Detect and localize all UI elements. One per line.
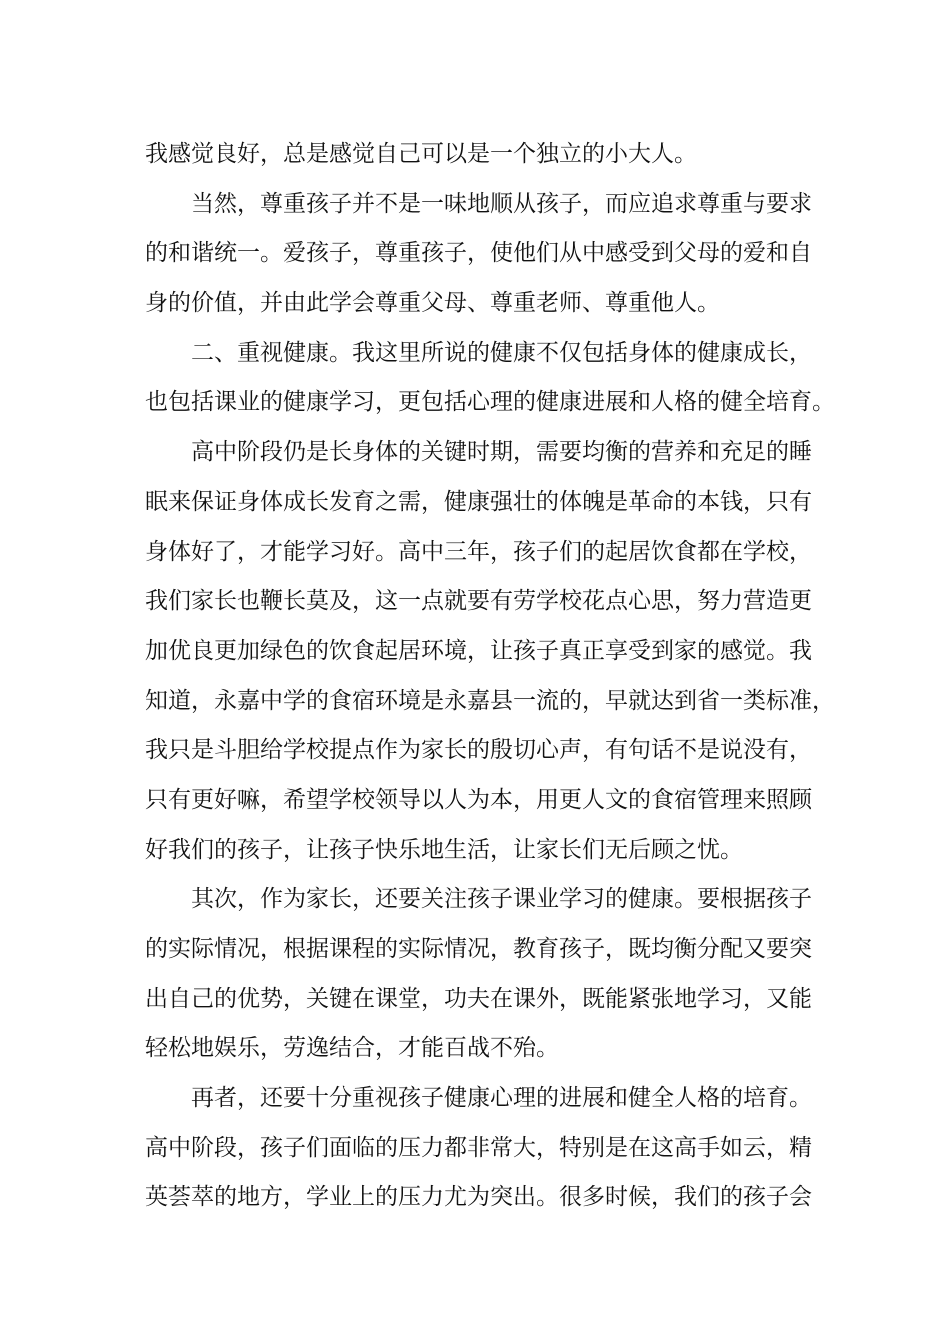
text-line: 知道，永嘉中学的食宿环境是永嘉县一流的，早就达到省一类标准， bbox=[145, 687, 835, 714]
text-line: 身的价值，并由此学会尊重父母、尊重老师、尊重他人。 bbox=[145, 290, 720, 317]
text-line: 也包括课业的健康学习，更包括心理的健康进展和人格的健全培育。 bbox=[145, 389, 835, 416]
paragraph-first-line: 再者，还要十分重视孩子健康心理的进展和健全人格的培育。 bbox=[191, 1085, 812, 1112]
paragraph-first-line: 当然，尊重孩子并不是一味地顺从孩子，而应追求尊重与要求 bbox=[191, 190, 812, 217]
paragraph-first-line: 其次，作为家长，还要关注孩子课业学习的健康。要根据孩子 bbox=[191, 886, 812, 913]
text-line: 的和谐统一。爱孩子，尊重孩子，使他们从中感受到父母的爱和自 bbox=[145, 240, 812, 267]
text-line: 我感觉良好，总是感觉自己可以是一个独立的小大人。 bbox=[145, 141, 697, 167]
text-line: 只有更好嘛，希望学校领导以人为本，用更人文的食宿管理来照顾 bbox=[145, 786, 812, 813]
text-line: 轻松地娱乐，劳逸结合，才能百战不殆。 bbox=[145, 1035, 559, 1062]
body-text bbox=[145, 130, 835, 1223]
text-line: 我们家长也鞭长莫及，这一点就要有劳学校花点心思，努力营造更 bbox=[145, 588, 812, 615]
paragraph-first-line: 高中阶段仍是长身体的关键时期，需要均衡的营养和充足的睡 bbox=[191, 439, 812, 466]
text-line: 加优良更加绿色的饮食起居环境，让孩子真正享受到家的感觉。我 bbox=[145, 637, 812, 664]
paragraph-first-line: 二、重视健康。我这里所说的健康不仅包括身体的健康成长， bbox=[191, 339, 812, 366]
text-line: 英荟萃的地方，学业上的压力尤为突出。很多时候，我们的孩子会 bbox=[145, 1184, 812, 1211]
text-line: 我只是斗胆给学校提点作为家长的殷切心声，有句话不是说没有， bbox=[145, 737, 812, 764]
text-line: 好我们的孩子，让孩子快乐地生活，让家长们无后顾之忧。 bbox=[145, 836, 743, 863]
text-line: 出自己的优势，关键在课堂，功夫在课外，既能紧张地学习，又能 bbox=[145, 985, 812, 1012]
text-line: 高中阶段，孩子们面临的压力都非常大，特别是在这高手如云，精 bbox=[145, 1134, 812, 1161]
text-line: 身体好了，才能学习好。高中三年，孩子们的起居饮食都在学校， bbox=[145, 538, 812, 565]
text-line: 的实际情况，根据课程的实际情况，教育孩子，既均衡分配又要突 bbox=[145, 936, 812, 962]
text-line: 眠来保证身体成长发育之需，健康强壮的体魄是革命的本钱，只有 bbox=[145, 488, 812, 515]
